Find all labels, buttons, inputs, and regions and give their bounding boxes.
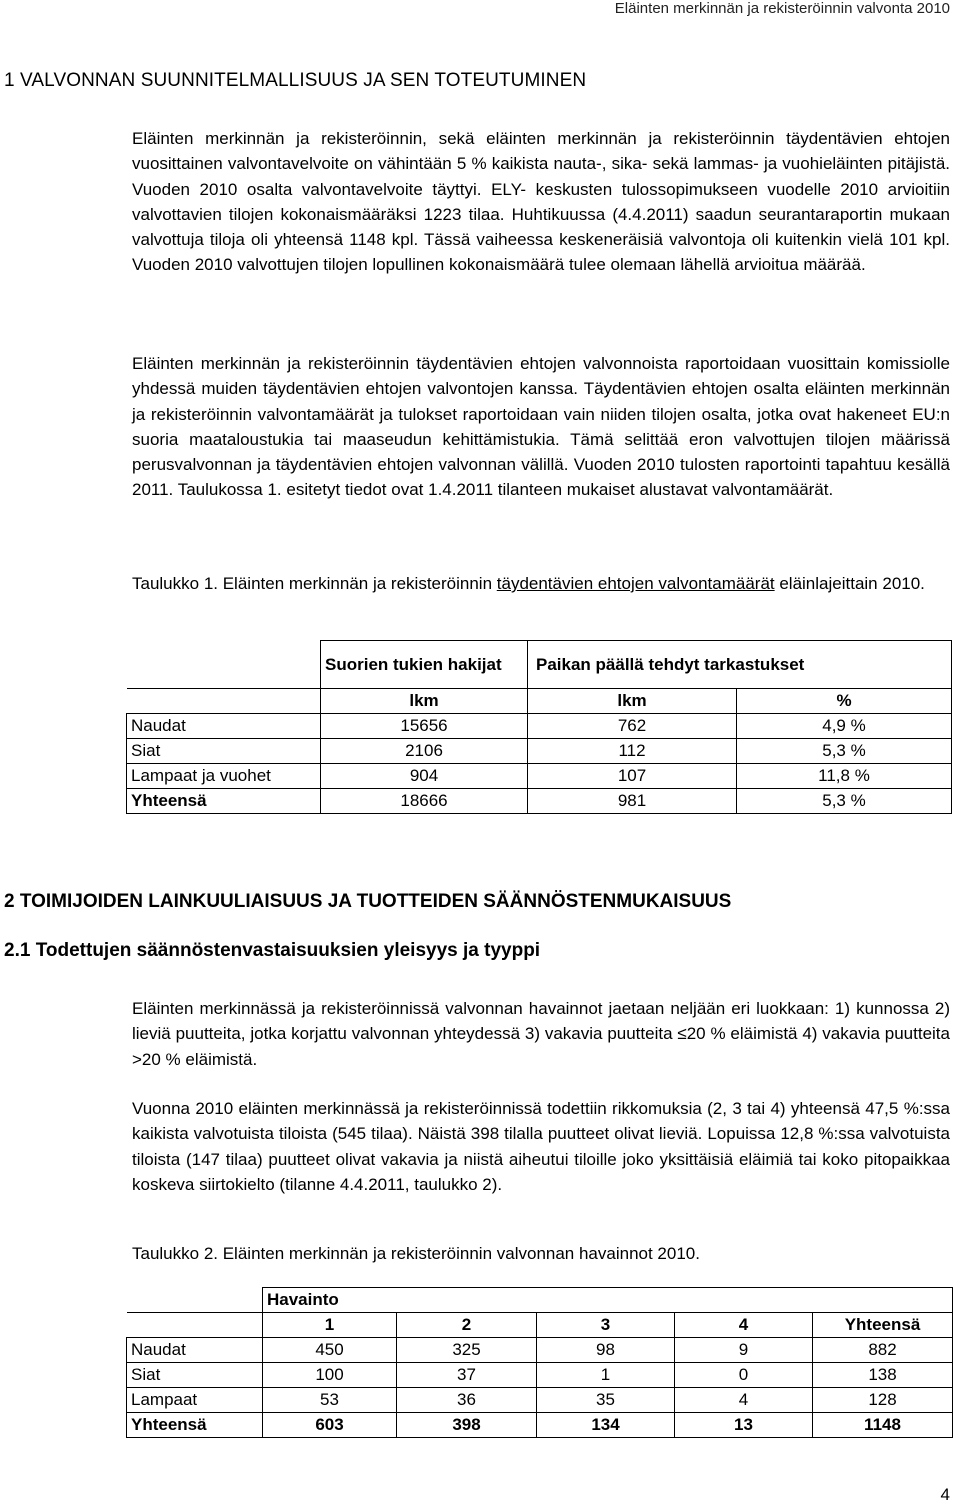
cell-applicants: 18666 [321, 789, 528, 814]
table-cell: 1148 [813, 1413, 953, 1438]
table-1-header-applicants: Suorien tukien hakijat [321, 641, 528, 689]
table-row [127, 764, 952, 789]
running-header: Eläinten merkinnän ja rekisteröinnin valvonta 2010 [614, 0, 950, 17]
table-cell: 1 [537, 1363, 675, 1388]
table-cell: 4 [675, 1388, 813, 1413]
table-2-column-header: 1 [263, 1313, 397, 1338]
table-2-caption: Taulukko 2. Eläinten merkinnän ja rekisteröinnin valvonnan havainnot 2010. [132, 1244, 700, 1263]
cell-inspections: 107 [528, 764, 737, 789]
table-cell: 13 [675, 1413, 813, 1438]
table-row [127, 1338, 953, 1363]
row-label: Naudat [127, 714, 321, 739]
row-label: Lampaat [127, 1388, 263, 1413]
table-cell: 35 [537, 1388, 675, 1413]
table-cell: 882 [813, 1338, 953, 1363]
cell-percent: 11,8 % [737, 764, 952, 789]
table-cell: 100 [263, 1363, 397, 1388]
table-cell: 138 [813, 1363, 953, 1388]
table-2-column-header: 2 [397, 1313, 537, 1338]
table-2-empty-corner [127, 1288, 263, 1313]
table-cell: 36 [397, 1388, 537, 1413]
table-row [127, 714, 952, 739]
cell-percent: 5,3 % [737, 739, 952, 764]
section-2-1-subtitle: 2.1 Todettujen säännöstenvastaisuuksien yleisyys ja tyyppi [4, 940, 541, 961]
table-row-total [127, 789, 952, 814]
table-cell: 134 [537, 1413, 675, 1438]
cell-inspections: 762 [528, 714, 737, 739]
section-1-title: 1 VALVONNAN SUUNNITELMALLISUUS JA SEN TOTEUTUMINEN [4, 70, 587, 91]
table-2-empty-cell [127, 1313, 263, 1338]
table-cell: 98 [537, 1338, 675, 1363]
table-1-caption-end: eläinlajeittain 2010. [774, 574, 925, 593]
table-2-column-header: 4 [675, 1313, 813, 1338]
table-cell: 128 [813, 1388, 953, 1413]
cell-applicants: 15656 [321, 714, 528, 739]
cell-applicants: 2106 [321, 739, 528, 764]
table-1-header-inspections: Paikan päällä tehdyt tarkastukset [528, 641, 952, 689]
row-label: Yhteensä [127, 1413, 263, 1438]
table-row [127, 1363, 953, 1388]
table-1-caption-underlined: täydentävien ehtojen valvontamäärät [496, 574, 775, 593]
cell-percent: 4,9 % [737, 714, 952, 739]
cell-inspections: 981 [528, 789, 737, 814]
section-2-title: 2 TOIMIJOIDEN LAINKUULIAISUUS JA TUOTTEIDEN SÄÄNNÖSTENMUKAISUUS [4, 891, 732, 912]
section-1-paragraph-1: Eläinten merkinnän ja rekisteröinnin, sekä eläinten merkinnän ja rekisteröinnin täydentävien ehtojen vuosittainen valvontavelvoite on vähintään 5 % kaikista nauta-, sika- sekä lammas- ja vuohieläinten pitäjistä. Vuoden 2010 osalta valvontavelvoite täyttyi. ELY- keskusten tulossopimukseen vuodelle 2010 arvioitiin valvottavien tilojen kokonaismääräksi 1223 tilaa. Huhtikuussa (4.4.2011) saadun seurantaraportin mukaan valvottuja tiloja oli yhteensä 1148 kpl. Tässä vaiheessa keskeneräisiä valvontoja oli kuitenkin vielä 101 kpl. Vuoden 2010 valvottujen tilojen lopullinen kokonaismäärä tulee olemaan lähellä arvioitua määrää. [132, 129, 950, 275]
table-1-caption [132, 571, 950, 596]
table-1-subheader-count: lkm [321, 689, 528, 714]
row-label: Siat [127, 739, 321, 764]
table-cell: 53 [263, 1388, 397, 1413]
row-label: Yhteensä [127, 789, 321, 814]
table-2-column-header: Yhteensä [813, 1313, 953, 1338]
table-row-total [127, 1413, 953, 1438]
table-2 [126, 1287, 953, 1438]
row-label: Lampaat ja vuohet [127, 764, 321, 789]
cell-inspections: 112 [528, 739, 737, 764]
page-number: 4 [940, 1485, 950, 1504]
row-label: Siat [127, 1363, 263, 1388]
table-1-empty-corner [127, 641, 321, 689]
table-cell: 603 [263, 1413, 397, 1438]
table-2-header-group: Havainto [263, 1288, 953, 1313]
table-cell: 398 [397, 1413, 537, 1438]
table-cell: 9 [675, 1338, 813, 1363]
section-1-paragraph-2: Eläinten merkinnän ja rekisteröinnin täydentävien ehtojen valvonnoista raportoidaan vuosittain komissiolle yhdessä muiden täydentävien ehtojen valvontojen kanssa. Täydentävien ehtojen osalta eläinten merkinnän ja rekisteröinnin valvontamäärät ja tulokset raportoidaan vain niiden tilojen osalta, jotka ovat hakeneet EU:n suoria maataloustukia tai maaseudun kehittämistukia. Tämä selittää eron valvottujen tilojen määrissä perusvalvonnan ja täydentävien ehtojen valvonnan välillä. Vuoden 2010 tulosten raportointi tapahtuu kesällä 2011. Taulukossa 1. esitetyt tiedot ovat 1.4.2011 tilanteen mukaiset alustavat valvontamäärät. [132, 354, 950, 500]
cell-percent: 5,3 % [737, 789, 952, 814]
table-1-caption-start: Taulukko 1. Eläinten merkinnän ja rekisteröinnin [132, 574, 497, 593]
section-2-paragraph-1: Eläinten merkinnässä ja rekisteröinnissä valvonnan havainnot jaetaan neljään eri luokkaan: 1) kunnossa 2) lieviä puutteita, jotka korjattu valvonnan yhteydessä 3) vakavia puutteita ≤20 % eläimistä 4) vakavia puutteita >20 % eläimistä. [132, 999, 950, 1069]
table-cell: 37 [397, 1363, 537, 1388]
row-label: Naudat [127, 1338, 263, 1363]
table-row [127, 739, 952, 764]
table-1-empty-cell [127, 689, 321, 714]
cell-applicants: 904 [321, 764, 528, 789]
table-2-column-header: 3 [537, 1313, 675, 1338]
table-row [127, 1388, 953, 1413]
table-1 [126, 640, 952, 814]
table-cell: 325 [397, 1338, 537, 1363]
table-1-subheader-percent: % [737, 689, 952, 714]
table-cell: 450 [263, 1338, 397, 1363]
table-1-subheader-count: lkm [528, 689, 737, 714]
section-2-paragraph-2: Vuonna 2010 eläinten merkinnässä ja rekisteröinnissä todettiin rikkomuksia (2, 3 tai 4) yhteensä 47,5 %:ssa kaikista valvotuista tiloista (545 tilaa). Näistä 398 tilalla puutteet olivat lieviä. Lopuissa 12,8 %:ssa valvotuista tiloista (147 tilaa) puutteet olivat vakavia ja niistä aiheutui tiloille joko yksittäisiä eläimiä tai koko pitopaikkaa koskeva siirtokielto (tilanne 4.4.2011, taulukko 2). [132, 1099, 950, 1194]
table-cell: 0 [675, 1363, 813, 1388]
